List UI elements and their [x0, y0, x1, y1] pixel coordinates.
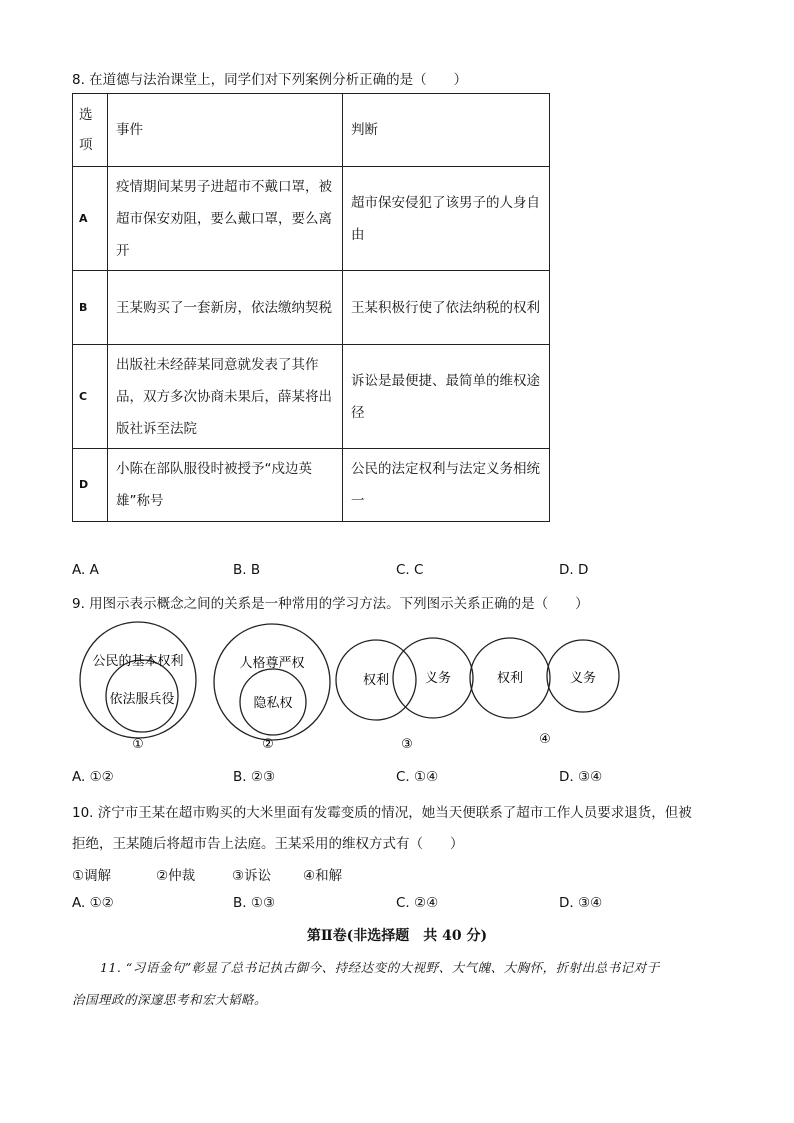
q8-choice-a[interactable]: A. A — [72, 562, 99, 578]
q9-concept-diagrams — [60, 620, 660, 760]
q10-item-4: ④和解 — [303, 868, 343, 884]
q11-line2: 治国理政的深邃思考和宏大韬略。 — [72, 992, 268, 1007]
row-event: 王某购买了一套新房，依法缴纳契税 — [108, 271, 343, 345]
header-judge: 判断 — [343, 94, 550, 167]
header-option-line2: 项 — [79, 137, 93, 153]
header-option — [73, 94, 108, 167]
diagram-1-outer-label: 公民的基本权利 — [92, 654, 184, 669]
row-option: C — [73, 345, 108, 449]
row-judge: 诉讼是最便捷、最简单的维权途径 — [343, 345, 550, 449]
q10-item-1: ①调解 — [72, 868, 112, 884]
q10-choice-d[interactable]: D. ③④ — [559, 895, 603, 911]
q10-choice-b[interactable]: B. ①③ — [233, 895, 276, 911]
diagram-3-number: ③ — [401, 737, 413, 752]
table-row — [73, 449, 550, 522]
header-event: 事件 — [108, 94, 343, 167]
diagram-2 — [214, 624, 330, 752]
diagram-2-number: ② — [262, 737, 274, 752]
q8-stem: 8. 在道德与法治课堂上，同学们对下列案例分析正确的是（ ） — [72, 72, 468, 88]
q10-stem-line2: 拒绝，王某随后将超市告上法庭。王某采用的维权方式有（ ） — [72, 836, 464, 852]
row-judge: 超市保安侵犯了该男子的人身自由 — [343, 167, 550, 271]
table-row — [73, 345, 550, 449]
q10-item-3: ③诉讼 — [232, 868, 272, 884]
diagram-4-number: ④ — [539, 732, 551, 747]
q8-choice-c[interactable]: C. C — [396, 562, 424, 578]
table-row — [73, 271, 550, 345]
diagram-3 — [336, 638, 473, 752]
q9-choice-a[interactable]: A. ①② — [72, 769, 114, 785]
q9-choice-d[interactable]: D. ③④ — [559, 769, 603, 785]
table-row — [73, 167, 550, 271]
row-judge: 王某积极行使了依法纳税的权利 — [343, 271, 550, 345]
header-option-line1: 选 — [79, 107, 93, 123]
row-event: 疫情期间某男子进超市不戴口罩，被超市保安劝阻，要么戴口罩，要么离开 — [108, 167, 343, 271]
row-option: D — [73, 449, 108, 522]
row-option: A — [73, 167, 108, 271]
diagram-3-left-label: 权利 — [362, 673, 390, 688]
q10-choice-c[interactable]: C. ②④ — [396, 895, 439, 911]
q10-item-2: ②仲裁 — [156, 868, 196, 884]
row-judge: 公民的法定权利与法定义务相统一 — [343, 449, 550, 522]
section-title: 第Ⅱ卷(非选择题 共 40 分) — [306, 928, 488, 944]
q8-choice-b[interactable]: B. B — [233, 562, 261, 578]
diagram-4 — [470, 638, 619, 747]
diagram-3-right-label: 义务 — [424, 671, 452, 686]
diagram-2-outer-circle — [214, 624, 330, 740]
diagram-1-number: ① — [132, 737, 144, 752]
q10-stem-line1: 10. 济宁市王某在超市购买的大米里面有发霉变质的情况，她当天便联系了超市工作人员要求退货，但被 — [72, 805, 692, 821]
diagram-2-outer-label: 人格尊严权 — [239, 656, 305, 671]
diagram-2-inner-label: 隐私权 — [253, 696, 293, 711]
q11-line1: 11. “习语金句”彰显了总书记执古御今、持经达变的大视野、大气魄、大胸怀，折射出总书记对于 — [100, 960, 660, 975]
q9-choice-b[interactable]: B. ②③ — [233, 769, 276, 785]
q9-stem: 9. 用图示表示概念之间的关系是一种常用的学习方法。下列图示关系正确的是（ ） — [72, 596, 589, 612]
diagram-1-inner-label: 依法服兵役 — [109, 692, 175, 707]
q9-choice-c[interactable]: C. ①④ — [396, 769, 439, 785]
diagram-1-outer-circle — [80, 622, 196, 738]
diagram-4-left-label: 权利 — [496, 671, 524, 686]
q8-case-table — [72, 93, 550, 522]
row-event: 出版社未经薛某同意就发表了其作品，双方多次协商未果后，薛某将出版社诉至法院 — [108, 345, 343, 449]
row-event: 小陈在部队服役时被授予“戍边英雄”称号 — [108, 449, 343, 522]
diagram-4-right-label: 义务 — [569, 671, 597, 686]
diagram-1 — [80, 622, 196, 752]
q8-choice-d[interactable]: D. D — [559, 562, 589, 578]
q10-choice-a[interactable]: A. ①② — [72, 895, 114, 911]
row-option: B — [73, 271, 108, 345]
table-header-row — [73, 94, 550, 167]
